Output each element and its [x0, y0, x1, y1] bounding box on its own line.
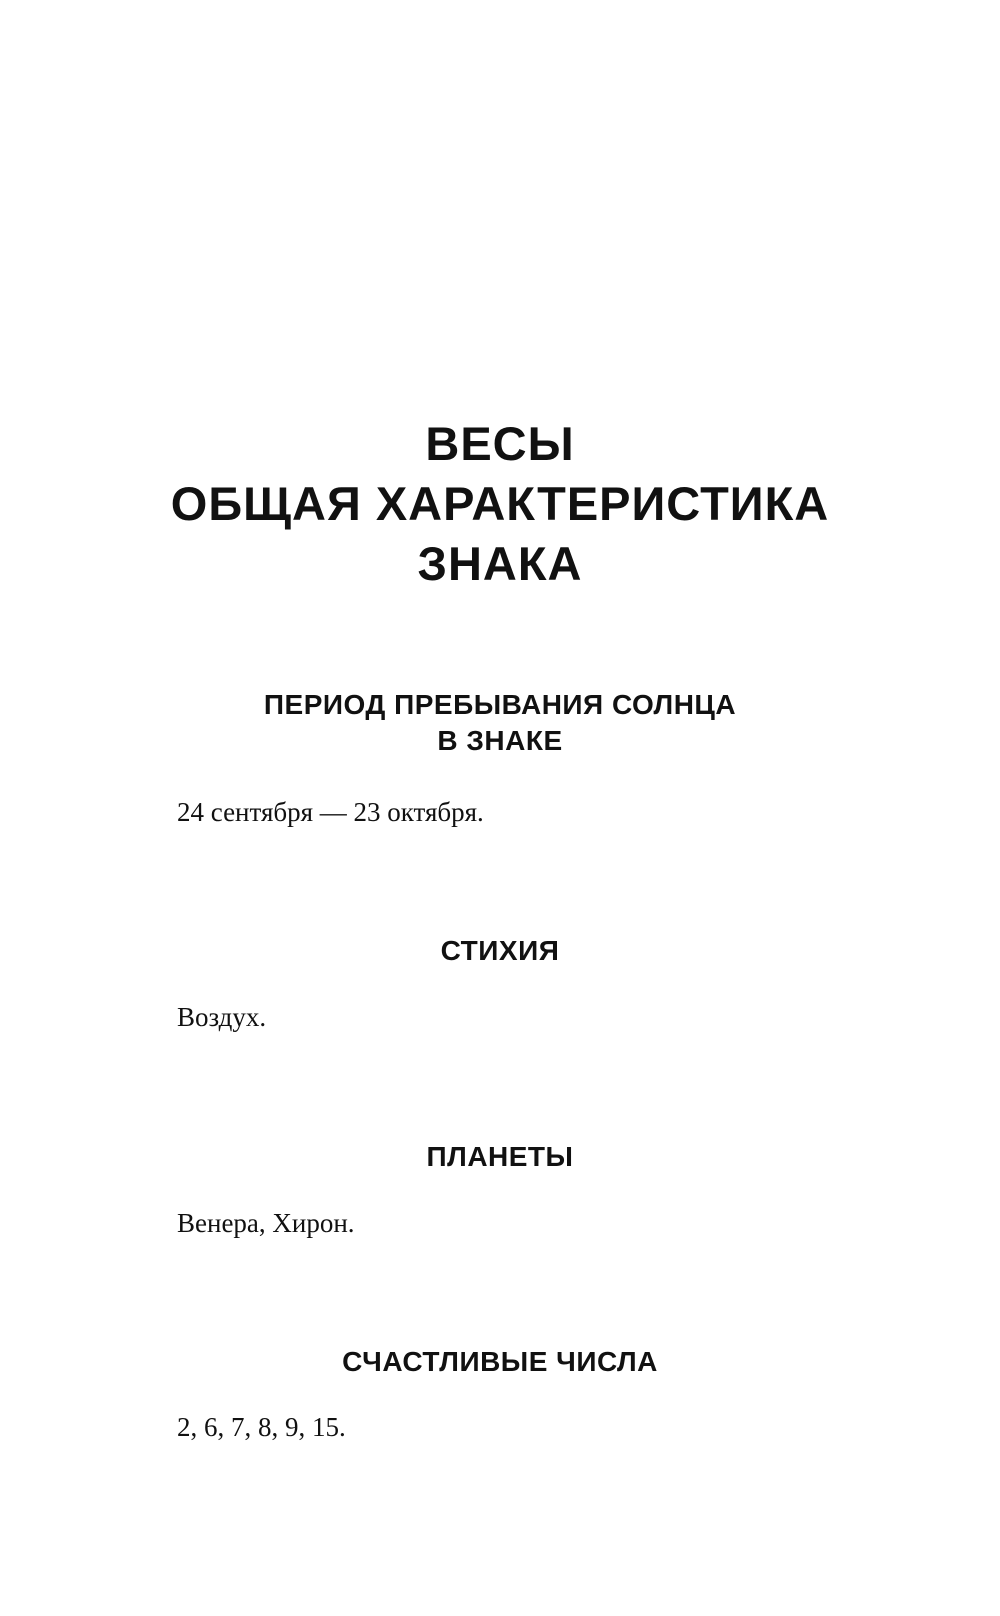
section-heading-planets [0, 1139, 1000, 1175]
section-text-planets: Венера, Хирон. [177, 1208, 355, 1238]
section-heading-line-1: СТИХИЯ [440, 935, 560, 966]
chapter-title [0, 414, 1000, 594]
chapter-title-line-2: ОБЩАЯ ХАРАКТЕРИСТИКА [170, 477, 830, 530]
section-heading-line-2: В ЗНАКЕ [437, 725, 563, 756]
section-heading-lucky-numbers [0, 1344, 1000, 1380]
chapter-title-line-1: ВЕСЫ [425, 417, 575, 470]
section-heading-line-1: ПЕРИОД ПРЕБЫВАНИЯ СОЛНЦА [263, 689, 737, 720]
section-heading-line-1: СЧАСТЛИВЫЕ ЧИСЛА [342, 1346, 658, 1377]
chapter-title-line-3: ЗНАКА [417, 537, 583, 590]
section-text-sun-period: 24 сентября — 23 октября. [177, 797, 484, 827]
section-heading-line-1: ПЛАНЕТЫ [426, 1141, 574, 1172]
section-heading-element [0, 933, 1000, 969]
section-text-lucky-numbers: 2, 6, 7, 8, 9, 15. [177, 1412, 346, 1442]
section-heading-sun-period [0, 687, 1000, 759]
section-text-element: Воздух. [177, 1002, 267, 1032]
